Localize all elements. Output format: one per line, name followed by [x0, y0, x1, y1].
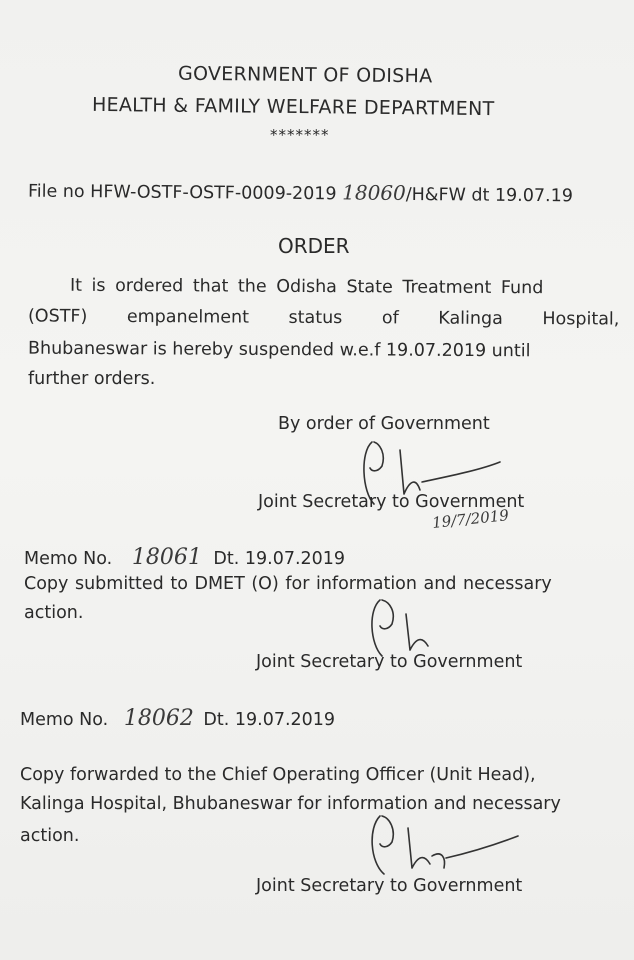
memo2-line [20, 706, 335, 731]
memo1-label: Memo No. [24, 549, 113, 569]
memo2-signatory: Joint Secretary to Government [256, 876, 523, 896]
file-number-suffix: /H&FW dt 19.07.19 [405, 184, 573, 207]
memo1-copy-line1: Copy submitted to DMET (O) for information and necessary [24, 574, 552, 594]
order-body-line4: further orders. [28, 369, 156, 389]
order-sign-date: 19/7/2019 [431, 506, 510, 532]
memo2-copy-line3: action. [20, 826, 80, 846]
order-body-line1: It is ordered that the Odisha State Treatment Fund [69, 275, 544, 299]
memo1-line [24, 545, 345, 570]
memo2-copy-line1: Copy forwarded to the Chief Operating Officer (Unit Head), [20, 765, 536, 785]
order-title: ORDER [278, 234, 350, 258]
memo1-signatory: Joint Secretary to Government [256, 652, 523, 672]
memo2-handwritten-number: 18062 [123, 706, 194, 731]
by-order-of-government: By order of Government [278, 414, 490, 434]
header-stars: ******* [270, 126, 330, 144]
department-header-line1: GOVERNMENT OF ODISHA [177, 62, 433, 88]
memo2-date: Dt. 19.07.2019 [203, 710, 336, 730]
order-body-line3: Bhubaneswar is hereby suspended w.e.f 19.07.2019 until [27, 338, 531, 362]
memo2-copy-line2: Kalinga Hospital, Bhubaneswar for information and necessary [20, 794, 561, 814]
memo1-date: Dt. 19.07.2019 [213, 549, 346, 569]
memo1-copy-line2: action. [24, 603, 84, 623]
memo2-label: Memo No. [20, 710, 109, 730]
order-body-line2: (OSTF) empanelment status of Kalinga Hospital, [27, 306, 620, 330]
order-signatory: Joint Secretary to Government [258, 492, 525, 512]
memo1-handwritten-number: 18061 [131, 545, 202, 570]
file-number-prefix: File no HFW-OSTF-OSTF-0009-2019 [27, 181, 337, 205]
department-header-line2: HEALTH & FAMILY WELFARE DEPARTMENT [91, 93, 495, 121]
file-reference [28, 178, 573, 207]
file-number-handwritten: 18060 [342, 180, 406, 205]
